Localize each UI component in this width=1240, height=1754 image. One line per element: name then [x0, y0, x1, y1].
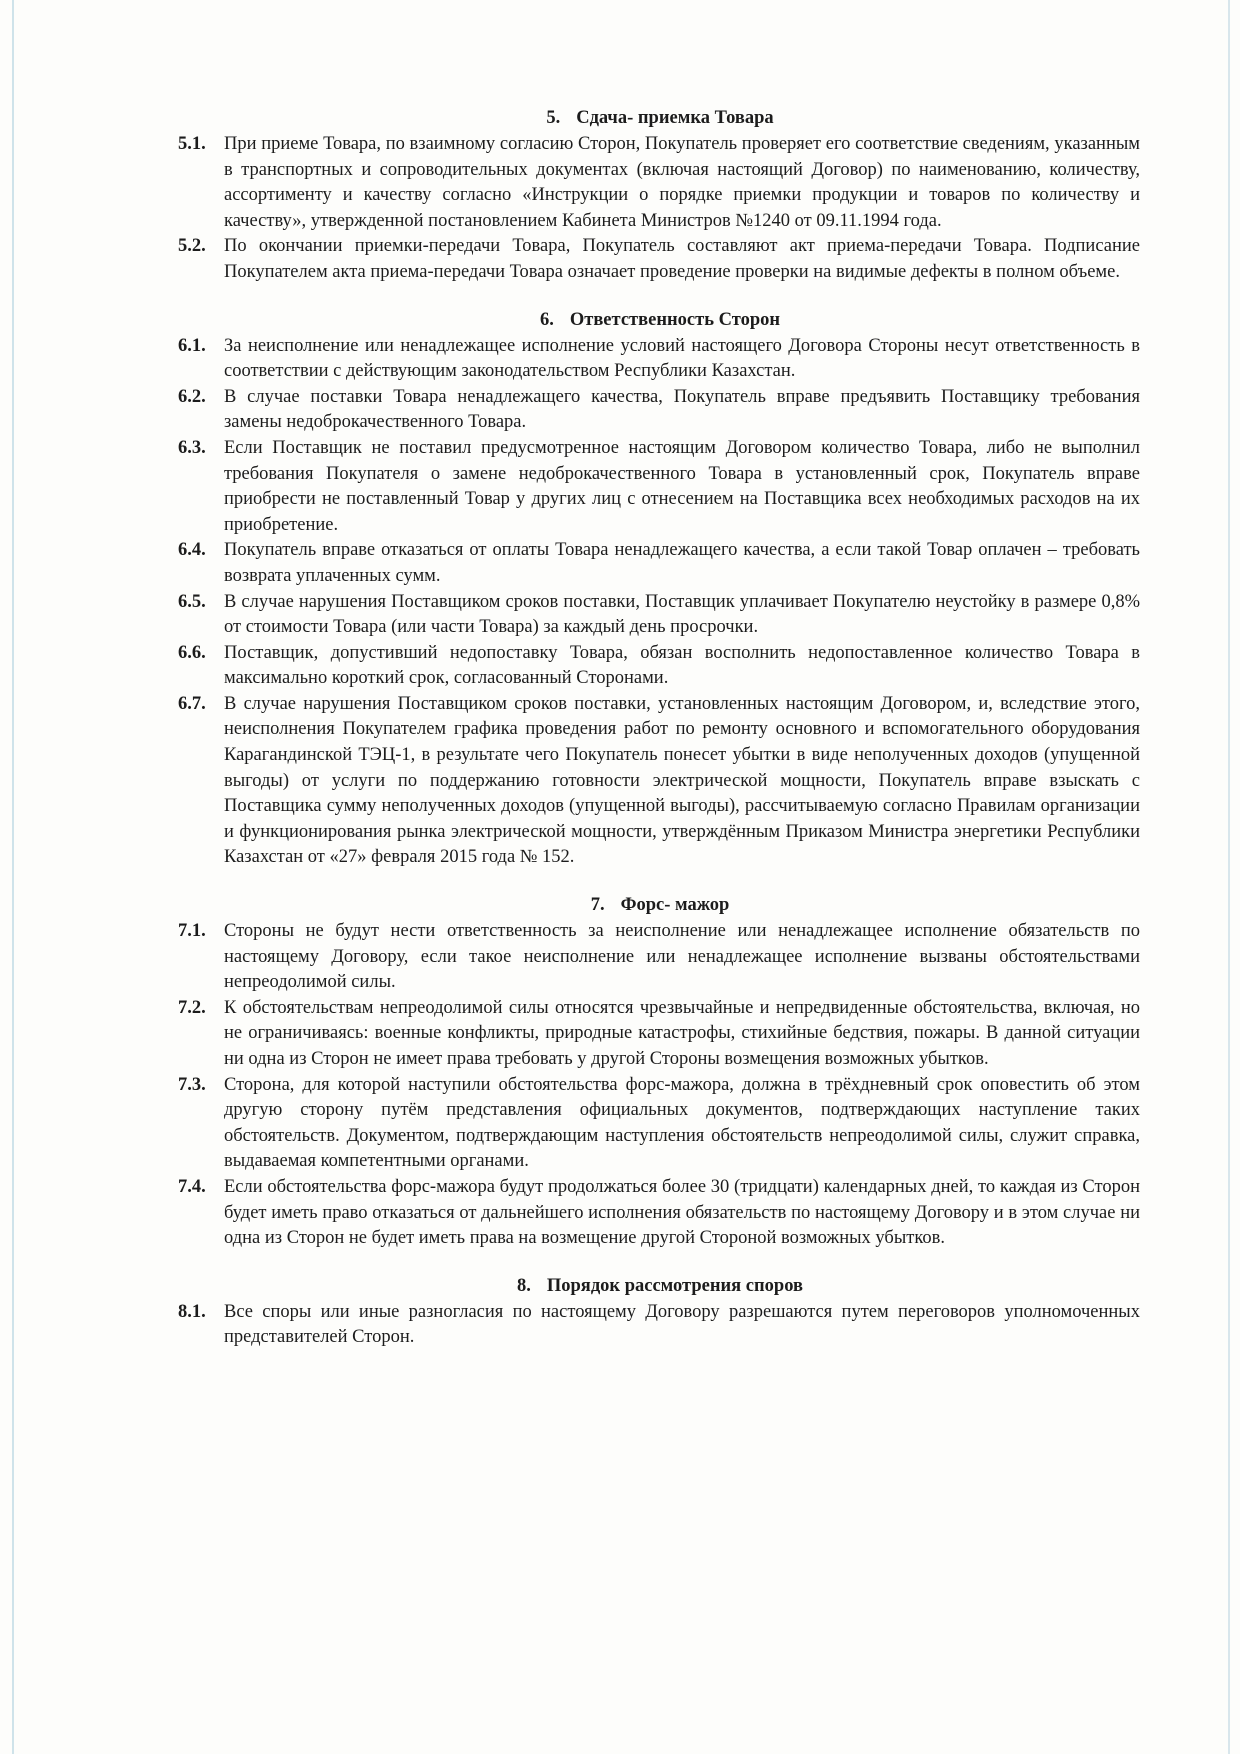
clause-text: В случае поставки Товара ненадлежащего качества, Покупатель вправе предъявить Поставщику требования замены недоброкачественного Товара.	[224, 386, 1140, 433]
clause-text: По окончании приемки-передачи Товара, Покупатель составляют акт приема-передачи Товара. Подписание Покупателем акта приема-передачи Товара означает проведение проверки на видимые дефекты в полном объеме.	[224, 236, 1140, 282]
clause-number: 7.3.	[178, 1074, 206, 1095]
clause-number: 5.2.	[178, 236, 206, 257]
clause-number: 6.1.	[178, 335, 206, 356]
clause-6-2	[180, 385, 1140, 436]
section-number: 5.	[546, 108, 561, 128]
section-7	[180, 893, 1140, 1252]
clause-number: 7.1.	[178, 921, 206, 942]
clause-6-3	[180, 436, 1140, 538]
section-heading: Ответственность Сторон	[569, 309, 781, 330]
section-heading: Сдача- приемка Товара	[576, 108, 774, 128]
section-number: 7.	[590, 895, 605, 916]
section-title	[180, 893, 1140, 917]
section-title	[180, 308, 1140, 332]
clause-number: 6.7.	[178, 693, 206, 714]
clause-text: Все споры или иные разногласия по настоящему Договору разрешаются путем переговоров уполномоченных представителей Сторон.	[224, 1301, 1140, 1348]
section-6	[180, 308, 1140, 871]
section-5	[180, 106, 1140, 286]
document-page	[180, 106, 1140, 1351]
clause-text: Если Поставщик не поставил предусмотренное настоящим Договором количество Товара, либо не выполнил требования Покупателя о замене недоброкачественного Товара в установленный срок, Покупатель вправе приобрести не поставленный Товар у других лиц с отнесением на Поставщика всех необходимых расходов на их приобретение.	[224, 437, 1140, 535]
clause-8-1	[180, 1300, 1140, 1351]
clause-6-7	[180, 692, 1140, 871]
section-title	[180, 106, 1140, 130]
clause-6-6	[180, 641, 1140, 692]
clause-text: В случае нарушения Поставщиком сроков поставки, установленных настоящим Договором, и, вследствие этого, неисполнения Покупателем графика проведения работ по ремонту основного и вспомогательного оборудования Карагандинской ТЭЦ-1, в результате чего Покупатель понесет убытки в виде неполученных доходов (упущенной выгоды) от услуги по поддержанию готовности электрической мощности, Покупатель вправе взыскать с Поставщика сумму неполученных доходов (упущенной выгоды), рассчитываемую согласно Правилам организации и функционирования рынка электрической мощности, утверждённым Приказом Министра энергетики Республики Казахстан от «27» февраля 2015 года № 152.	[224, 693, 1140, 868]
clause-number: 6.4.	[178, 540, 206, 561]
section-heading: Порядок рассмотрения споров	[546, 1275, 803, 1296]
clause-7-4	[180, 1175, 1140, 1252]
clause-5-1	[180, 132, 1140, 234]
clause-6-1	[180, 334, 1140, 385]
clause-text: Покупатель вправе отказаться от оплаты Товара ненадлежащего качества, а если такой Товар оплачен – требовать возврата уплаченных сумм.	[224, 540, 1140, 586]
clause-text: Поставщик, допустивший недопоставку Товара, обязан восполнить недопоставленное количество Товара в максимально короткий срок, согласованный Сторонами.	[224, 642, 1140, 689]
section-title	[180, 1274, 1140, 1298]
clause-text: К обстоятельствам непреодолимой силы относятся чрезвычайные и непредвиденные обстоятельства, включая, но не ограничиваясь: военные конфликты, природные катастрофы, стихийные бедствия, пожары. В данной ситуации ни одна из Сторон не имеет права требовать у другой Стороны возмещения возможных убытков.	[224, 997, 1140, 1069]
clause-number: 6.2.	[178, 386, 206, 407]
clause-number: 7.2.	[178, 997, 206, 1018]
clause-text: В случае нарушения Поставщиком сроков поставки, Поставщик уплачивает Покупателю неустойку в размере 0,8% от стоимости Товара (или части Товара) за каждый день просрочки.	[224, 591, 1140, 638]
clause-number: 6.3.	[178, 437, 206, 458]
scan-edge-left	[12, 0, 14, 1754]
clause-number: 6.5.	[178, 591, 206, 612]
clause-number: 8.1.	[178, 1301, 206, 1322]
clause-text: При приеме Товара, по взаимному согласию Сторон, Покупатель проверяет его соответствие сведениям, указанным в транспортных и сопроводительных документах (включая настоящий Договор) по наименованию, количеству, ассортименту и качеству согласно «Инструкции о порядке приемки продукции и товаров по количеству и качеству», утвержденной постановлением Кабинета Министров №1240 от 09.11.1994 года.	[224, 134, 1140, 231]
clause-text: Стороны не будут нести ответственность за неисполнение или ненадлежащее исполнение обязательств по настоящему Договору, если такое неисполнение или ненадлежащее исполнение вызваны обстоятельствами непреодолимой силы.	[224, 921, 1140, 993]
clause-7-2	[180, 996, 1140, 1073]
clause-5-2	[180, 234, 1140, 285]
section-8	[180, 1274, 1140, 1351]
section-number: 6.	[539, 309, 554, 330]
clause-7-3	[180, 1073, 1140, 1175]
clause-number: 6.6.	[178, 642, 206, 663]
clause-number: 7.4.	[178, 1176, 206, 1197]
section-heading: Форс- мажор	[620, 895, 730, 916]
clause-text: Если обстоятельства форс-мажора будут продолжаться более 30 (тридцати) календарных дней, то каждая из Сторон будет иметь право отказаться от дальнейшего исполнения обязательств по настоящему Договору и в этом случае ни одна из Сторон не будет иметь права на возмещение другой Стороной возможных убытков.	[224, 1176, 1140, 1249]
clause-6-4	[180, 538, 1140, 589]
section-number: 8.	[517, 1275, 531, 1296]
clause-text: За неисполнение или ненадлежащее исполнение условий настоящего Договора Стороны несут ответственность в соответствии с действующим законодательством Республики Казахстан.	[224, 335, 1140, 382]
scan-edge-right	[1228, 0, 1230, 1754]
clause-6-5	[180, 590, 1140, 641]
clause-7-1	[180, 919, 1140, 996]
clause-number: 5.1.	[178, 134, 206, 154]
clause-text: Сторона, для которой наступили обстоятельства форс-мажора, должна в трёхдневный срок оповестить об этом другую сторону путём представления официальных документов, подтверждающих наступление таких обстоятельств. Документом, подтверждающим наступления обстоятельств непреодолимой силы, служит справка, выдаваемая компетентными органами.	[224, 1074, 1140, 1172]
